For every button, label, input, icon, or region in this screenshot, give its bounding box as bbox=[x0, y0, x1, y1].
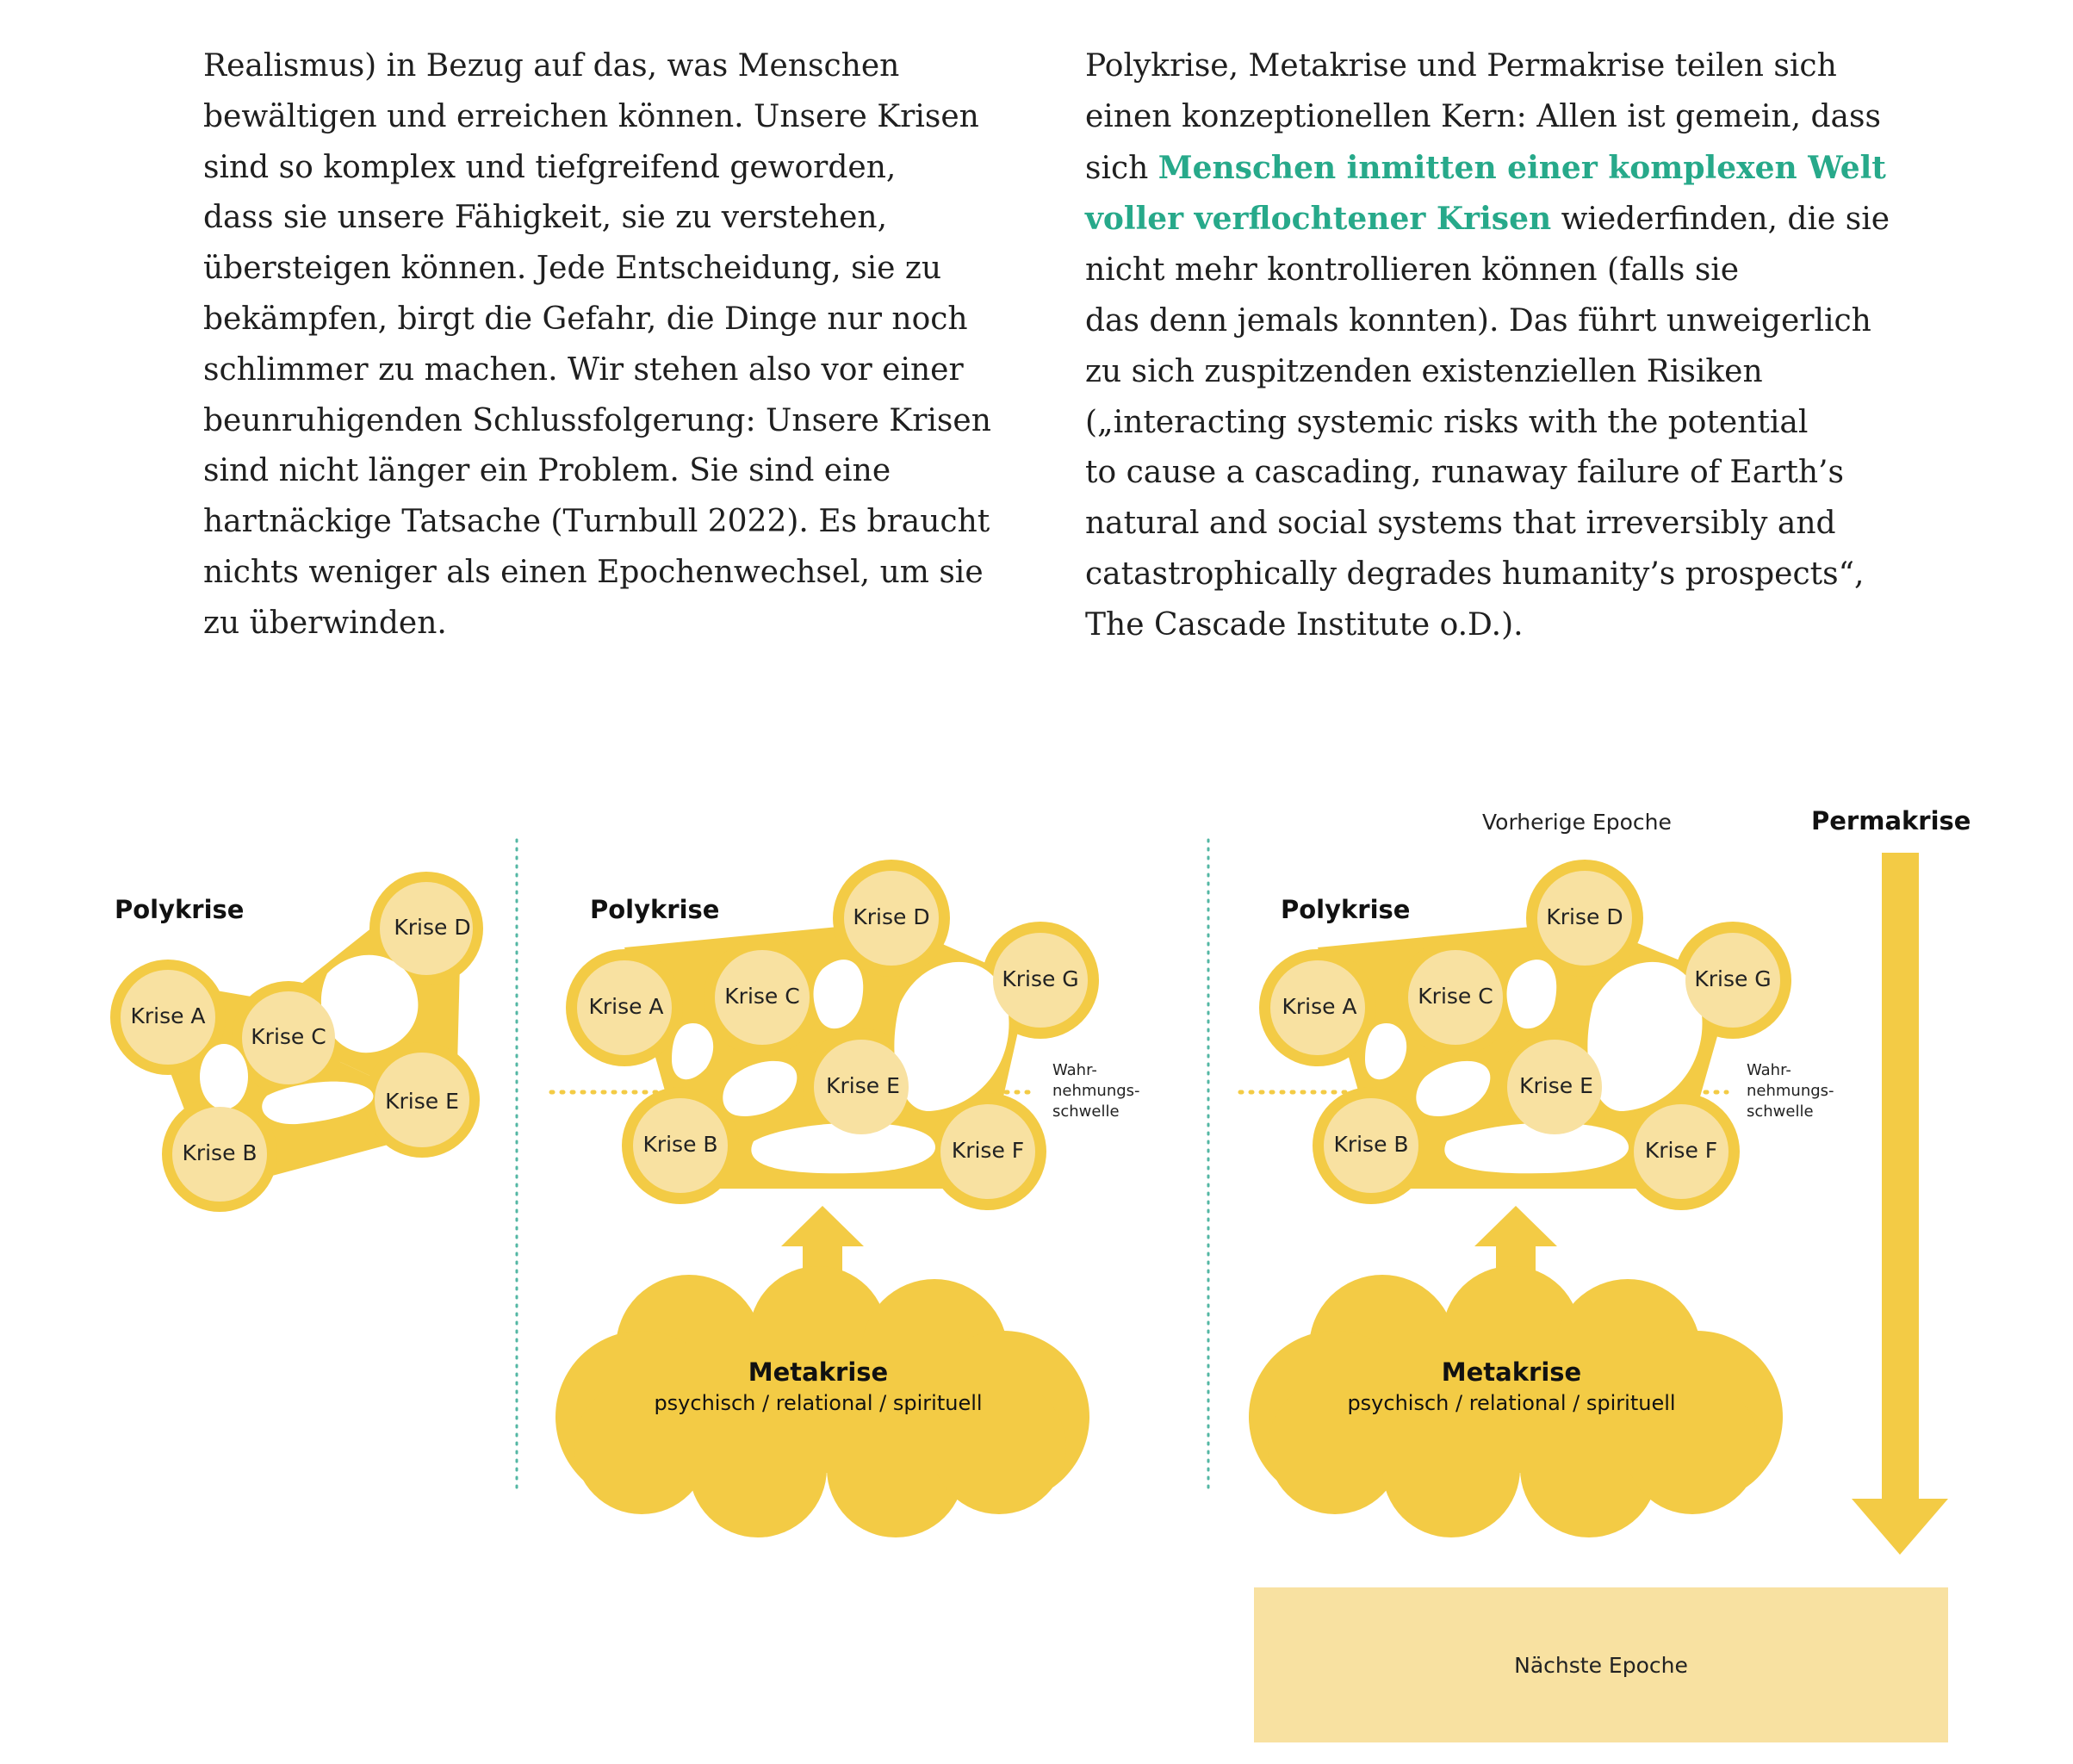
crisis-node-c bbox=[1408, 950, 1503, 1045]
panel-title: Polykrise bbox=[115, 895, 245, 924]
crisis-node-a bbox=[577, 960, 672, 1055]
text-segment: sich bbox=[1085, 150, 1158, 186]
crisis-node-f bbox=[940, 1104, 1035, 1199]
panel-metakrise bbox=[551, 860, 1140, 1537]
text-line: das denn jemals konnten). Das führt unweigerlich bbox=[1085, 302, 1871, 339]
text-line: („interacting systemic risks with the potential bbox=[1085, 404, 1809, 440]
svg-text:Krise A: Krise A bbox=[130, 1003, 206, 1028]
permakrise-title: Permakrise bbox=[1811, 806, 1971, 835]
text-line: nicht mehr kontrollieren können (falls sie bbox=[1085, 252, 1740, 289]
panel-permakrise bbox=[1240, 806, 1971, 1742]
crisis-node-a bbox=[1270, 960, 1365, 1055]
svg-text:Krise G: Krise G bbox=[1694, 966, 1772, 991]
svg-text:Krise D: Krise D bbox=[853, 904, 930, 929]
down-arrow-icon bbox=[1852, 853, 1948, 1555]
text-line: to cause a cascading, runaway failure of Earth’s bbox=[1085, 455, 1844, 491]
highlighted-text: Menschen inmitten einer komplexen Welt bbox=[1158, 149, 1886, 186]
svg-text:Krise B: Krise B bbox=[642, 1132, 718, 1157]
svg-text:Krise D: Krise D bbox=[1546, 904, 1623, 929]
svg-text:psychisch / relational / spiri: psychisch / relational / spirituell bbox=[1347, 1391, 1676, 1415]
highlighted-text: voller verflochtener Krisen bbox=[1085, 201, 1552, 238]
svg-text:Krise E: Krise E bbox=[826, 1073, 900, 1098]
svg-text:Krise E: Krise E bbox=[385, 1089, 459, 1114]
text-line: beunruhigenden Schlussfolgerung: Unsere Krisen bbox=[203, 402, 991, 438]
svg-text:Krise B: Krise B bbox=[182, 1140, 258, 1165]
text-line: übersteigen können. Jede Entscheidung, sie zu bbox=[203, 251, 942, 287]
text-line: sind nicht länger ein Problem. Sie sind eine bbox=[203, 453, 891, 489]
text-line: bekämpfen, birgt die Gefahr, die Dinge nur noch bbox=[203, 301, 968, 337]
svg-text:Krise B: Krise B bbox=[1333, 1132, 1409, 1157]
text-line: The Cascade Institute o.D.). bbox=[1085, 606, 1524, 643]
crisis-node-e bbox=[375, 1053, 469, 1147]
svg-text:Metakrise: Metakrise bbox=[1441, 1357, 1582, 1387]
next-epoch-label: Nächste Epoche bbox=[1514, 1653, 1688, 1678]
svg-text:psychisch / relational / spiri: psychisch / relational / spirituell bbox=[654, 1391, 983, 1415]
crisis-node-d bbox=[1537, 871, 1632, 966]
crisis-node-b bbox=[633, 1098, 728, 1193]
svg-text:Metakrise: Metakrise bbox=[748, 1357, 889, 1387]
svg-text:Wahr-: Wahr- bbox=[1052, 1061, 1097, 1079]
text-line: nichts weniger als einen Epochenwechsel, um sie bbox=[203, 554, 984, 590]
crisis-node-b bbox=[172, 1107, 267, 1202]
text-line: dass sie unsere Fähigkeit, sie zu verstehen, bbox=[203, 200, 888, 236]
perception-threshold-label bbox=[1052, 1061, 1140, 1121]
crisis-node-e bbox=[814, 1040, 909, 1134]
svg-text:schwelle: schwelle bbox=[1747, 1102, 1814, 1121]
previous-epoch-label: Vorherige Epoche bbox=[1482, 810, 1672, 835]
svg-text:Krise A: Krise A bbox=[588, 994, 664, 1019]
text-line: catastrophically degrades humanity’s prospects“, bbox=[1085, 556, 1865, 592]
svg-text:Krise F: Krise F bbox=[951, 1138, 1025, 1163]
svg-text:Krise G: Krise G bbox=[1002, 966, 1079, 991]
text-line: hartnäckige Tatsache (Turnbull 2022). Es braucht bbox=[203, 504, 990, 540]
text-line: zu sich zuspitzenden existenziellen Risiken bbox=[1085, 353, 1763, 389]
svg-text:nehmungs-: nehmungs- bbox=[1052, 1082, 1140, 1100]
text-line: natural and social systems that irreversibly and bbox=[1085, 506, 1836, 542]
svg-text:nehmungs-: nehmungs- bbox=[1747, 1082, 1834, 1100]
crisis-node-e bbox=[1507, 1040, 1602, 1134]
crisis-node-g bbox=[993, 933, 1088, 1028]
text-line: sind so komplex und tiefgreifend geworden, bbox=[203, 149, 897, 185]
metakrise-cloud bbox=[1249, 1266, 1783, 1537]
svg-text:Krise E: Krise E bbox=[1519, 1073, 1593, 1098]
text-line: Realismus) in Bezug auf das, was Menschen bbox=[203, 48, 900, 84]
panel-title: Polykrise bbox=[590, 895, 720, 924]
text-line: zu überwinden. bbox=[203, 605, 447, 641]
crisis-node-b bbox=[1324, 1098, 1418, 1193]
svg-text:Krise A: Krise A bbox=[1282, 994, 1357, 1019]
crisis-node-d bbox=[844, 871, 939, 966]
svg-text:Krise C: Krise C bbox=[724, 984, 800, 1009]
crisis-node-d bbox=[380, 882, 473, 975]
metakrise-cloud bbox=[555, 1266, 1089, 1537]
svg-text:schwelle: schwelle bbox=[1052, 1102, 1120, 1121]
perception-threshold-label bbox=[1747, 1061, 1834, 1121]
svg-text:Krise C: Krise C bbox=[251, 1024, 326, 1049]
text-line: Polykrise, Metakrise und Permakrise teilen sich bbox=[1085, 48, 1837, 84]
text-segment: wiederfinden, die sie bbox=[1551, 202, 1890, 238]
crisis-node-g bbox=[1685, 933, 1780, 1028]
svg-text:Krise C: Krise C bbox=[1418, 984, 1493, 1009]
text-line: einen konzeptionellen Kern: Allen ist gemein, dass bbox=[1085, 98, 1881, 134]
panel-title: Polykrise bbox=[1281, 895, 1411, 924]
text-line: schlimmer zu machen. Wir stehen also vor einer bbox=[203, 351, 964, 388]
svg-text:Krise F: Krise F bbox=[1644, 1138, 1718, 1163]
crisis-node-a bbox=[121, 970, 215, 1065]
crisis-node-c bbox=[715, 950, 810, 1045]
crisis-node-f bbox=[1634, 1104, 1729, 1199]
text-line: bewältigen und erreichen können. Unsere Krisen bbox=[203, 98, 979, 134]
panel-polykrise bbox=[110, 872, 483, 1212]
crisis-node-c bbox=[242, 991, 335, 1084]
svg-text:Wahr-: Wahr- bbox=[1747, 1061, 1791, 1079]
svg-text:Krise D: Krise D bbox=[394, 915, 471, 940]
